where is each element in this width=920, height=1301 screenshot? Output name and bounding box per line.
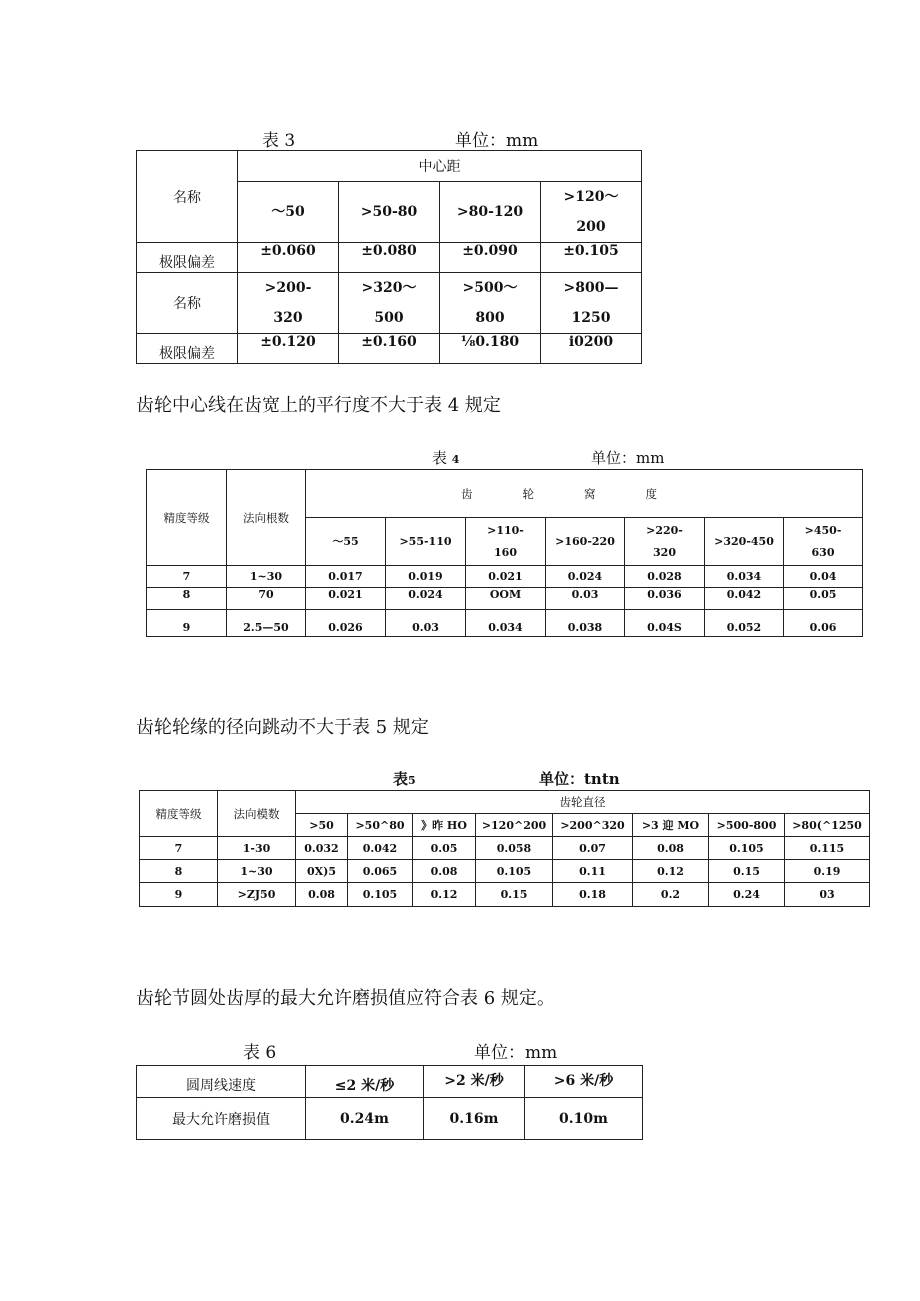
table3-range: >50-80 bbox=[339, 182, 440, 243]
table4-range: >160-220 bbox=[546, 518, 625, 566]
table5-cell: 0.032 bbox=[296, 837, 348, 860]
table5-cell: 0.05 bbox=[413, 837, 476, 860]
table4-module: 2.5—50 bbox=[227, 610, 306, 637]
table-row bbox=[147, 566, 863, 588]
table4-cell: 0.017 bbox=[306, 566, 386, 588]
table6-wear: 0.16m bbox=[424, 1098, 525, 1140]
table4-grade-header: 精度等级 bbox=[147, 470, 227, 566]
table5-cell: 0.08 bbox=[633, 837, 709, 860]
table-row bbox=[140, 883, 870, 907]
table3-range: >120～ 200 bbox=[541, 182, 642, 243]
table4-range: >450- 630 bbox=[784, 518, 863, 566]
table6-caption: 表 6 bbox=[243, 1043, 277, 1063]
table5-cell: 0.105 bbox=[348, 883, 413, 907]
table5-module: 1~30 bbox=[218, 860, 296, 883]
table5-cell: 0.12 bbox=[413, 883, 476, 907]
table5-grade-header: 精度等级 bbox=[140, 791, 218, 837]
table3-dev: ⅛0.180 bbox=[440, 334, 541, 364]
table4-module-header: 法向根数 bbox=[227, 470, 306, 566]
table5-cell: 0.15 bbox=[709, 860, 785, 883]
table4-cell: 0.034 bbox=[466, 610, 546, 637]
table3-group-header: 中心距 bbox=[238, 151, 642, 182]
table3-range: >800— 1250 bbox=[541, 273, 642, 334]
table5-range: >80(^1250 bbox=[785, 814, 870, 837]
table6-wear: 0.24m bbox=[306, 1098, 424, 1140]
table4-range: >55-110 bbox=[386, 518, 466, 566]
table5-cell: 0.24 bbox=[709, 883, 785, 907]
table3-dev: ±0.080 bbox=[339, 243, 440, 273]
table4-cell: 0.03 bbox=[386, 610, 466, 637]
table5-range: >3 迎 MO bbox=[633, 814, 709, 837]
paragraph-table4-intro: 齿轮中心线在齿宽上的平行度不大于表 4 规定 bbox=[136, 395, 501, 416]
table5-module-header: 法向模数 bbox=[218, 791, 296, 837]
table5-cell: 0.11 bbox=[553, 860, 633, 883]
table3-range: >320～ 500 bbox=[339, 273, 440, 334]
table5-caption: 表5 bbox=[393, 770, 416, 788]
table4-cell: 0.021 bbox=[466, 566, 546, 588]
table4 bbox=[146, 469, 863, 637]
table4-unit: 单位：mm bbox=[591, 449, 665, 467]
table4-cell: 0.021 bbox=[306, 588, 386, 610]
table3-dev: ±0.120 bbox=[238, 334, 339, 364]
table4-cell: 0.038 bbox=[546, 610, 625, 637]
table-row bbox=[140, 837, 870, 860]
table5-module: >ZJ50 bbox=[218, 883, 296, 907]
table3-dev-label: 极限偏差 bbox=[137, 334, 238, 364]
table6-unit: 单位：mm bbox=[474, 1043, 558, 1063]
table-row bbox=[147, 610, 863, 637]
table4-range: >110- 160 bbox=[466, 518, 546, 566]
table6-speed-label: 圆周线速度 bbox=[137, 1066, 306, 1098]
table-row bbox=[147, 588, 863, 610]
table4-cell: 0.03 bbox=[546, 588, 625, 610]
table3-dev: ±0.060 bbox=[238, 243, 339, 273]
table4-cell: 0.04S bbox=[625, 610, 705, 637]
table5 bbox=[139, 790, 870, 907]
table4-cell: 0.019 bbox=[386, 566, 466, 588]
table4-grade: 8 bbox=[147, 588, 227, 610]
table3-name-label: 名称 bbox=[137, 273, 238, 334]
table5-range: >200^320 bbox=[553, 814, 633, 837]
table5-range: >50 bbox=[296, 814, 348, 837]
table6-wear-label: 最大允许磨损值 bbox=[137, 1098, 306, 1140]
table4-cell: 0.04 bbox=[784, 566, 863, 588]
table5-cell: 0.08 bbox=[413, 860, 476, 883]
table5-grade: 9 bbox=[140, 883, 218, 907]
table3-range: >200- 320 bbox=[238, 273, 339, 334]
table3-dev: ±0.160 bbox=[339, 334, 440, 364]
table5-cell: 0.115 bbox=[785, 837, 870, 860]
table5-cell: 0.058 bbox=[476, 837, 553, 860]
table4-cell: 0.028 bbox=[625, 566, 705, 588]
table3-range: ～50 bbox=[238, 182, 339, 243]
table5-cell: 0.15 bbox=[476, 883, 553, 907]
table3-unit: 单位：mm bbox=[455, 131, 539, 151]
table5-group-header: 齿轮直径 bbox=[296, 791, 870, 814]
table3-name-header: 名称 bbox=[137, 151, 238, 243]
table4-range: ～55 bbox=[306, 518, 386, 566]
table5-cell: 0.19 bbox=[785, 860, 870, 883]
table4-cell: 0.036 bbox=[625, 588, 705, 610]
table4-cell: 0.052 bbox=[705, 610, 784, 637]
table5-cell: 0.18 bbox=[553, 883, 633, 907]
table3-dev-label: 极限偏差 bbox=[137, 243, 238, 273]
table4-cell: 0.042 bbox=[705, 588, 784, 610]
table5-cell: 0.042 bbox=[348, 837, 413, 860]
table3-caption: 表 3 bbox=[262, 131, 296, 151]
table5-grade: 8 bbox=[140, 860, 218, 883]
table3-dev: ±0.105 bbox=[541, 243, 642, 273]
table5-cell: 0X)5 bbox=[296, 860, 348, 883]
paragraph-table5-intro: 齿轮轮缘的径向跳动不大于表 5 规定 bbox=[136, 717, 429, 738]
table4-module: 70 bbox=[227, 588, 306, 610]
table4-cell: 0.026 bbox=[306, 610, 386, 637]
table5-unit: 单位：tntn bbox=[539, 770, 620, 788]
table5-range: >50^80 bbox=[348, 814, 413, 837]
table5-grade: 7 bbox=[140, 837, 218, 860]
table6-speed: >6 米/秒 bbox=[525, 1066, 643, 1098]
paragraph-table6-intro: 齿轮节圆处齿厚的最大允许磨损值应符合表 6 规定。 bbox=[136, 988, 555, 1009]
table5-range: 》昨 HO bbox=[413, 814, 476, 837]
table4-caption: 表 4 bbox=[432, 449, 460, 467]
table6-speed: >2 米/秒 bbox=[424, 1066, 525, 1098]
table3-range: >80-120 bbox=[440, 182, 541, 243]
table4-grade: 7 bbox=[147, 566, 227, 588]
table5-cell: 0.2 bbox=[633, 883, 709, 907]
table4-module: 1~30 bbox=[227, 566, 306, 588]
table4-grade: 9 bbox=[147, 610, 227, 637]
table4-cell: 0.024 bbox=[546, 566, 625, 588]
table4-group-header: 齿轮窝度 bbox=[306, 470, 863, 518]
table5-range: >120^200 bbox=[476, 814, 553, 837]
table5-cell: 0.065 bbox=[348, 860, 413, 883]
table3-dev: ±0.090 bbox=[440, 243, 541, 273]
table6 bbox=[136, 1065, 643, 1140]
table6-wear: 0.10m bbox=[525, 1098, 643, 1140]
table4-range: >320-450 bbox=[705, 518, 784, 566]
table4-cell: 0.034 bbox=[705, 566, 784, 588]
table3-range: >500～ 800 bbox=[440, 273, 541, 334]
table4-cell: 0.05 bbox=[784, 588, 863, 610]
table5-module: 1-30 bbox=[218, 837, 296, 860]
table4-range: >220- 320 bbox=[625, 518, 705, 566]
table5-cell: 03 bbox=[785, 883, 870, 907]
table4-cell: OOM bbox=[466, 588, 546, 610]
table3-dev: i0200 bbox=[541, 334, 642, 364]
table3 bbox=[136, 150, 642, 364]
table5-cell: 0.105 bbox=[709, 837, 785, 860]
table-row bbox=[140, 860, 870, 883]
table5-cell: 0.07 bbox=[553, 837, 633, 860]
table4-cell: 0.024 bbox=[386, 588, 466, 610]
table4-cell: 0.06 bbox=[784, 610, 863, 637]
table5-cell: 0.12 bbox=[633, 860, 709, 883]
table5-range: >500-800 bbox=[709, 814, 785, 837]
table6-speed: ≤2 米/秒 bbox=[306, 1066, 424, 1098]
table5-cell: 0.105 bbox=[476, 860, 553, 883]
table5-cell: 0.08 bbox=[296, 883, 348, 907]
